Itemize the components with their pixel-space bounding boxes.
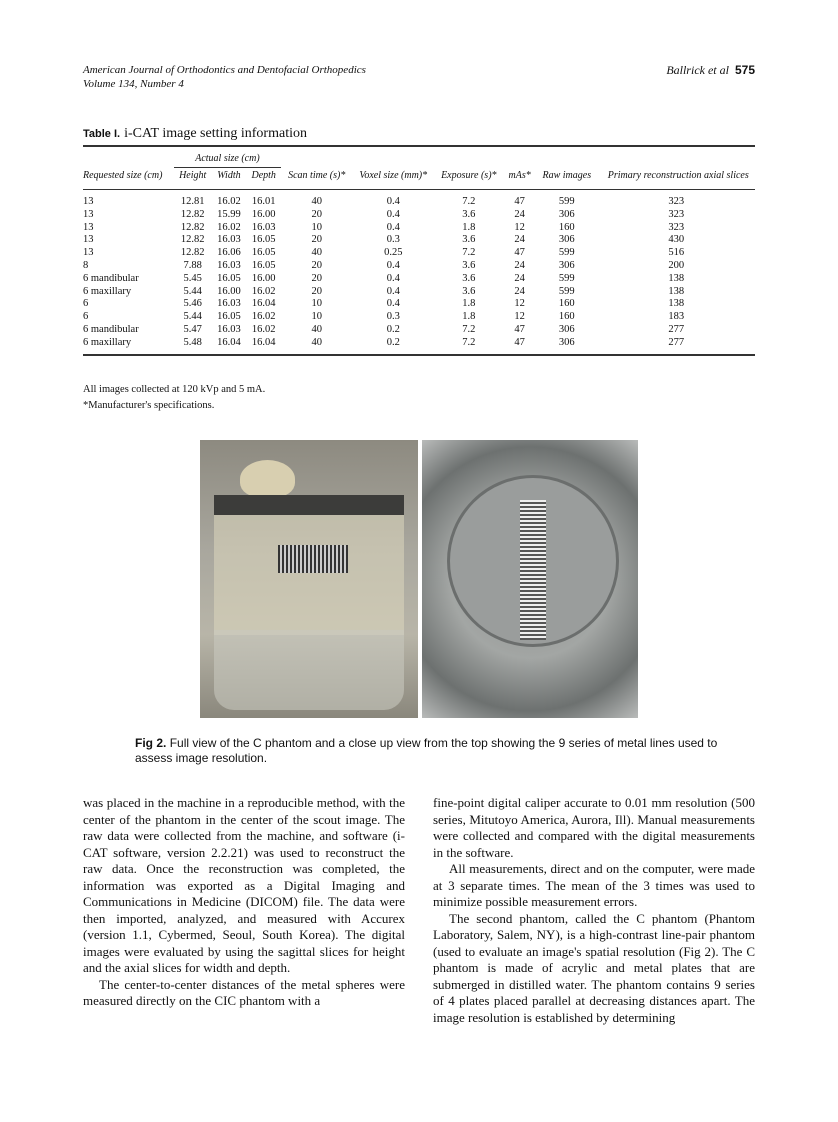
table-cell: 3.6	[462, 272, 476, 284]
table-cell: 306	[558, 336, 575, 348]
table-cell: 160	[558, 298, 575, 310]
table-cell: 24	[514, 208, 525, 220]
table-cell: 306	[558, 323, 575, 335]
table-cell: 16.02	[217, 196, 241, 207]
table-cell: 6 mandibular	[83, 272, 139, 284]
table-cell: 138	[668, 272, 685, 284]
table-cell: 40	[311, 247, 322, 259]
col-header: mAs*	[503, 168, 536, 190]
table-cell: 16.05	[251, 247, 276, 259]
table-cell: 16.00	[251, 272, 276, 284]
table-cell: 7.2	[462, 247, 476, 259]
table-cell: 6 mandibular	[83, 323, 139, 335]
table-cell: 277	[668, 323, 685, 335]
table-cell: 5.47	[183, 323, 202, 335]
table-cell: 8	[83, 259, 89, 271]
table-cell: 47	[514, 247, 525, 259]
table-row	[83, 260, 755, 273]
table-cell: 16.05	[251, 259, 276, 271]
table-cell: 20	[311, 285, 322, 297]
col-header: Width	[212, 168, 246, 190]
table-cell: 599	[558, 272, 575, 284]
table-cell: 599	[558, 285, 575, 297]
table-cell: 24	[514, 234, 525, 246]
table-cell: 13	[83, 221, 94, 233]
col-header: Requested size (cm)	[83, 168, 174, 190]
table-cell: 0.4	[386, 285, 400, 297]
table-cell: 1.8	[462, 298, 476, 310]
table-cell: 24	[514, 272, 525, 284]
table-cell: 1.8	[462, 311, 476, 323]
table-cell: 47	[514, 196, 525, 207]
table-title	[83, 126, 307, 142]
col-header: Height	[174, 168, 212, 190]
table-cell: 0.2	[386, 323, 400, 335]
group-header: Actual size (cm)	[174, 146, 282, 168]
figure-label: Fig 2.	[135, 736, 167, 750]
table-cell: 1.8	[462, 221, 476, 233]
table-cell: 16.01	[251, 196, 276, 207]
page-number: 575	[734, 63, 755, 77]
table-cell: 7.88	[183, 259, 202, 271]
table-cell: 306	[558, 259, 575, 271]
table-cell: 7.2	[462, 336, 476, 348]
table-cell: 599	[558, 247, 575, 259]
figure-caption	[135, 736, 725, 766]
table-cell: 3.6	[462, 285, 476, 297]
figure-2	[200, 440, 638, 718]
table-cell: 12.82	[180, 208, 205, 220]
table-cell: 13	[83, 208, 94, 220]
table-note: All images collected at 120 kVp and 5 mA.	[83, 384, 266, 395]
table-cell: 16.06	[217, 247, 241, 259]
col-header: Depth	[246, 168, 281, 190]
col-header: Exposure (s)*	[434, 168, 503, 190]
table-cell: 15.99	[217, 208, 241, 220]
table-cell: 323	[668, 221, 685, 233]
body-column-left	[83, 795, 405, 1010]
table-cell: 12	[514, 221, 525, 233]
table-cell: 16.02	[251, 323, 276, 335]
table-cell: 20	[311, 234, 322, 246]
table-cell: 306	[558, 208, 575, 220]
table-cell: 13	[83, 234, 94, 246]
paragraph: All measurements, direct and on the computer, were made at 3 separate times. The mean of the 3 times was used to minimize possible measurement errors.	[433, 861, 755, 909]
table-cell: 0.4	[386, 221, 400, 233]
table-cell: 47	[514, 336, 525, 348]
table-cell: 160	[558, 221, 575, 233]
table-cell: 40	[311, 196, 322, 207]
table-cell: 40	[311, 323, 322, 335]
table-cell: 6	[83, 298, 89, 310]
table-row	[83, 337, 755, 355]
table-cell: 0.4	[386, 208, 400, 220]
table-cell: 20	[311, 272, 322, 284]
table-cell: 16.00	[217, 285, 241, 297]
table-cell: 16.05	[251, 234, 276, 246]
table-cell: 7.2	[462, 323, 476, 335]
table-cell: 24	[514, 285, 525, 297]
table-row	[83, 209, 755, 222]
table-cell: 13	[83, 247, 94, 259]
table-cell: 0.4	[386, 298, 400, 310]
figure-caption-text: Full view of the C phantom and a close up view from the top showing the 9 series of metal lines used to assess image resolution.	[135, 736, 718, 765]
table-cell: 16.05	[217, 272, 241, 284]
paragraph: The center-to-center distances of the metal spheres were measured directly on the CIC phantom with a	[83, 976, 405, 1008]
phantom-top-photo	[422, 440, 638, 718]
table-cell: 0.25	[384, 247, 403, 259]
table-cell: 12.82	[180, 221, 205, 233]
table-cell: 138	[668, 285, 685, 297]
table-row	[83, 190, 755, 209]
table-cell: 160	[558, 311, 575, 323]
table-caption: i-CAT image setting information	[124, 126, 307, 141]
table-row	[83, 311, 755, 324]
table-cell: 12.82	[180, 234, 205, 246]
table-cell: 0.4	[386, 259, 400, 271]
paragraph: fine-point digital caliper accurate to 0.01 mm resolution (500 series, Mitutoyo America, Aurora, Ill). Manual measurements were collected and compared with the digital measurements in the software.	[433, 795, 755, 860]
table-cell: 183	[668, 311, 685, 323]
table-cell: 0.4	[386, 272, 400, 284]
settings-table	[83, 145, 755, 356]
table-cell: 16.04	[251, 336, 276, 348]
table-cell: 306	[558, 234, 575, 246]
table-cell: 12.82	[180, 247, 205, 259]
table-cell: 516	[668, 247, 685, 259]
table-cell: 20	[311, 259, 322, 271]
authors: Ballrick et al	[666, 63, 729, 77]
col-header: Voxel size (mm)*	[352, 168, 434, 190]
running-header	[83, 63, 366, 91]
table-cell: 16.03	[217, 298, 241, 310]
table-cell: 3.6	[462, 234, 476, 246]
table-cell: 430	[668, 234, 685, 246]
table-cell: 0.3	[386, 234, 400, 246]
table-cell: 16.03	[217, 323, 241, 335]
table-row	[83, 234, 755, 247]
table-cell: 16.00	[251, 208, 276, 220]
table-cell: 16.04	[217, 336, 241, 348]
col-header: Scan time (s)*	[281, 168, 352, 190]
table-cell: 16.03	[217, 234, 241, 246]
table-cell: 13	[83, 196, 94, 207]
table-cell: 5.48	[183, 336, 202, 348]
col-header: Primary reconstruction axial slices	[598, 146, 755, 190]
table-label: Table I.	[83, 128, 121, 140]
table-cell: 3.6	[462, 259, 476, 271]
table-cell: 0.3	[386, 311, 400, 323]
table-cell: 16.05	[217, 311, 241, 323]
table-cell: 277	[668, 336, 685, 348]
table-row	[83, 273, 755, 286]
table-cell: 16.03	[217, 259, 241, 271]
col-header: Raw images	[536, 168, 597, 190]
table-cell: 5.44	[183, 311, 202, 323]
table-cell: 16.02	[251, 311, 276, 323]
table-cell: 3.6	[462, 208, 476, 220]
table-cell: 0.2	[386, 336, 400, 348]
table-cell: 16.02	[251, 285, 276, 297]
table-cell: 16.02	[217, 221, 241, 233]
table-cell: 16.03	[251, 221, 276, 233]
phantom-side-photo	[200, 440, 418, 718]
table-cell: 24	[514, 259, 525, 271]
journal-name: American Journal of Orthodontics and Dentofacial Orthopedics	[83, 64, 366, 76]
table-cell: 5.46	[183, 298, 202, 310]
journal-volume: Volume 134, Number 4	[83, 78, 184, 90]
table-cell: 6	[83, 311, 89, 323]
table-row	[83, 247, 755, 260]
table-cell: 6 maxillary	[83, 336, 132, 348]
table-cell: 7.2	[462, 196, 476, 207]
table-cell: 12	[514, 298, 525, 310]
table-cell: 200	[668, 259, 685, 271]
table-cell: 5.44	[183, 285, 202, 297]
table-cell: 0.4	[386, 196, 400, 207]
table-cell: 6 maxillary	[83, 285, 132, 297]
table-cell: 323	[668, 208, 685, 220]
table-cell: 40	[311, 336, 322, 348]
table-row	[83, 222, 755, 235]
paragraph: The second phantom, called the C phantom (Phantom Laboratory, Salem, NY), is a high-contrast line-pair phantom (used to evaluate an image's spatial resolution (Fig 2). The C phantom is made of acrylic and metal plates that are submerged in distilled water. The phantom contains 9 series of 4 plates placed parallel at decreasing distances apart. The image resolution is established by determining	[433, 910, 755, 1025]
table-cell: 47	[514, 323, 525, 335]
table-cell: 599	[558, 196, 575, 207]
body-column-right	[433, 795, 755, 1026]
paragraph: was placed in the machine in a reproducible method, with the center of the phantom in the center of the scout image. The raw data were collected from the machine, and software (i-CAT software, version 2.2.21) was used to reconstruct the raw data. Once the reconstruction was completed, the information was exported as a Digital Imaging and Communications in Medicine (DICOM) file. The data were then imported, analyzed, and measured with Accurex (version 1.1, Cybermed, Seoul, South Korea). The digital images were evaluated by using the sagittal slices for height and the axial slices for width and depth.	[83, 795, 405, 975]
table-cell: 10	[311, 221, 322, 233]
table-cell: 20	[311, 208, 322, 220]
table-row	[83, 286, 755, 299]
table-cell: 16.04	[251, 298, 276, 310]
table-cell: 10	[311, 298, 322, 310]
table-cell: 10	[311, 311, 322, 323]
table-row	[83, 324, 755, 337]
table-cell: 323	[668, 196, 685, 207]
table-cell: 12.81	[180, 196, 205, 207]
table-cell: 5.45	[183, 272, 202, 284]
table-footnote: *Manufacturer's specifications.	[83, 400, 215, 411]
table-row	[83, 298, 755, 311]
page-header-right	[666, 63, 755, 78]
table-cell: 12	[514, 311, 525, 323]
table-cell: 138	[668, 298, 685, 310]
